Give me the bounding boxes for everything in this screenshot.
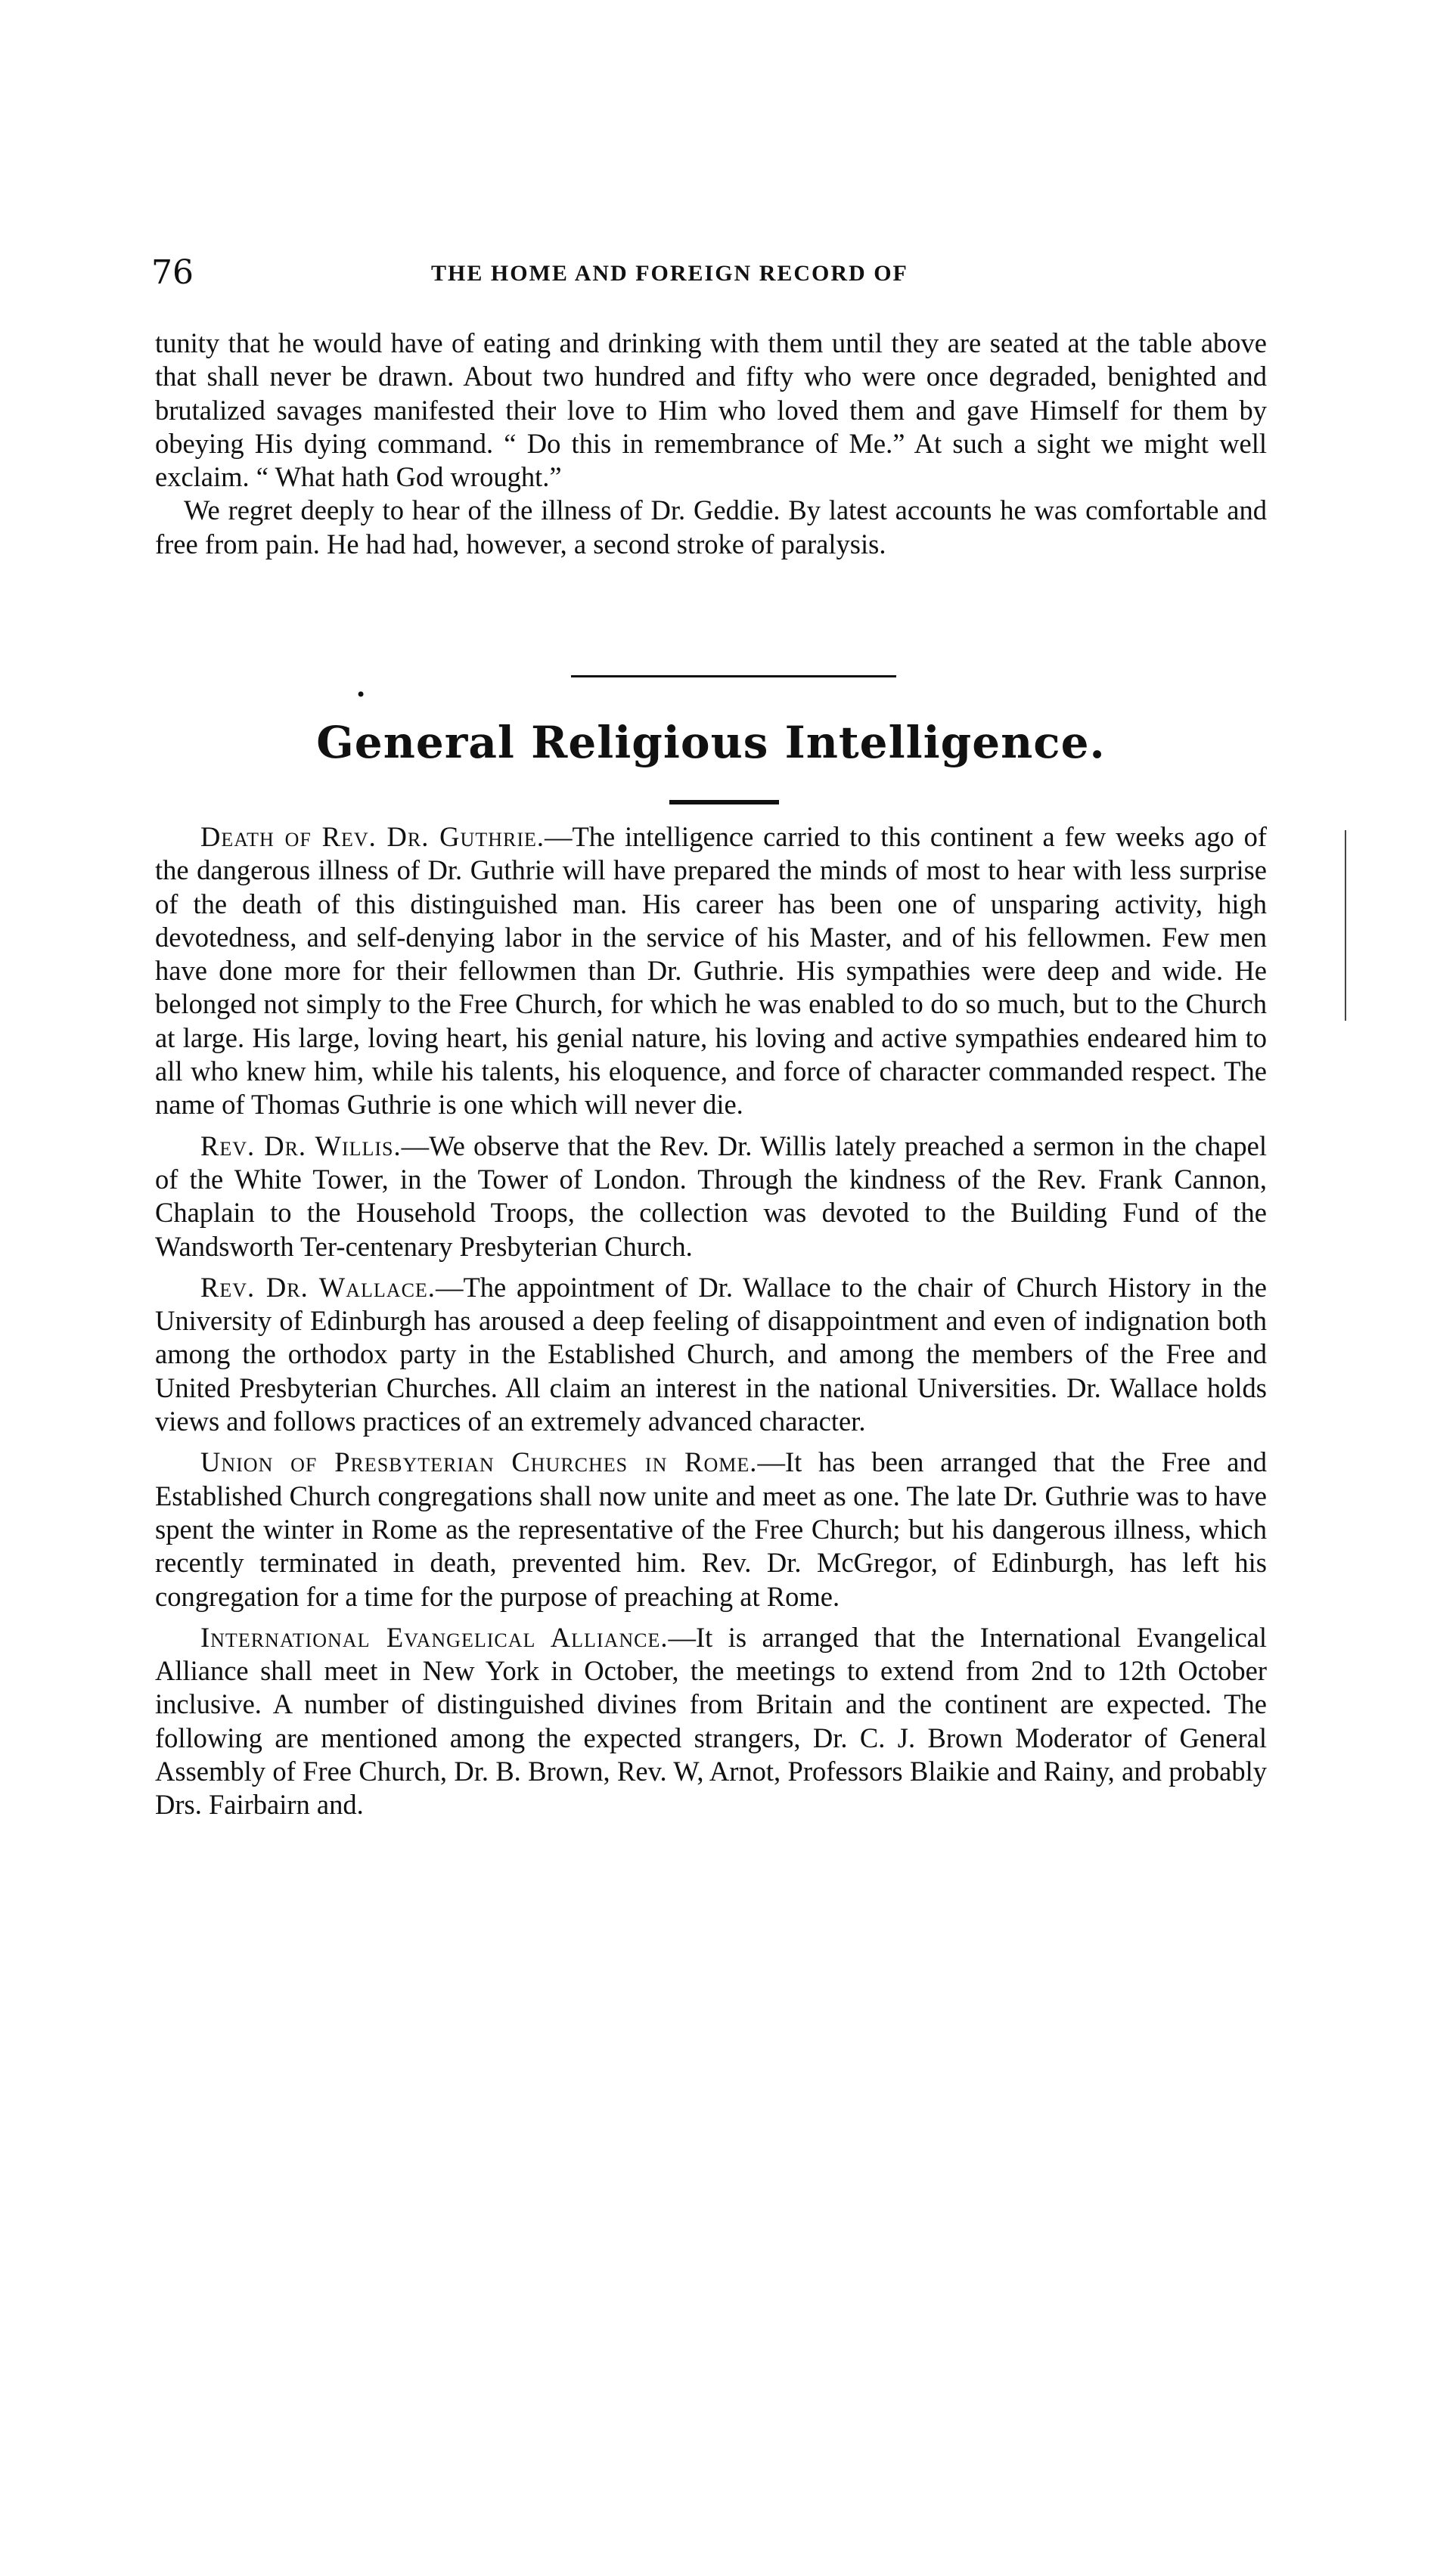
page-number: 76 xyxy=(151,253,194,292)
article-body: —The intelligence carried to this continent a few weeks ago of the dangerous illness of Dr. Guthrie will have prepared the minds of most to hear with less surprise of the death of this distinguished man. His career has been one of unsparing activity, high devotedness, and self-denying labor in the service of his Master, and of his fellowmen. Few men have done more for their fellowmen than Dr. Guthrie. His sympathies were deep and wide. He belonged not simply to the Free Church, for which he was enabled to do so much, but to the Church at large. His large, loving heart, his genial nature, his loving and active sympathies endeared him to all who knew him, while his talents, his eloquence, and force of character commanded respect. The name of Thomas Guthrie is one which will never die. xyxy=(155,821,1267,1121)
geddie-note-paragraph: We regret deeply to hear of the illness of Dr. Geddie. By latest accounts he was comfortable and free from pain. He had had, however, a second stroke of paralysis. xyxy=(155,494,1267,560)
article-body: —It has been arranged that the Free and Established Church congregations shall now unite and meet as one. The late Dr. Guthrie was to have spent the winter in Rome as the representative of the Free Church; but his dangerous illness, which recently terminated in death, prevented him. Rev. Dr. McGregor, of Edinburgh, has left his congregation for a time for the purpose of preaching at Rome. xyxy=(155,1446,1267,1612)
article-heading: Rev. Dr. Wallace. xyxy=(200,1271,436,1303)
section-title: General Religious Intelligence. xyxy=(316,717,1106,768)
article-heading: Death of Rev. Dr. Guthrie. xyxy=(200,821,545,852)
article-paragraph xyxy=(155,1271,1267,1438)
article-body: —We observe that the Rev. Dr. Willis lately preached a sermon in the chapel of the White Tower, in the Tower of London. Through the kindness of the Rev. Frank Cannon, Chaplain to the Household Troops, the collection was devoted to the Building Fund of the Wandsworth Ter-centenary Presbyterian Church. xyxy=(155,1130,1267,1262)
article-heading: Union of Presbyterian Churches in Rome. xyxy=(200,1446,758,1478)
margin-mark-line xyxy=(1345,830,1346,1021)
running-head: THE HOME AND FOREIGN RECORD OF xyxy=(431,261,908,286)
article-paragraph xyxy=(155,1446,1267,1613)
article-paragraph xyxy=(155,1130,1267,1263)
continued-paragraph: tunity that he would have of eating and drinking with them until they are seated at the table above that shall never be drawn. About two hundred and fifty who were once degraded, benighted and brutalized savages manifested their love to Him who loved them and gave Himself for them by obeying His dying command. “ Do this in remembrance of Me.” At such a sight we might well exclaim. “ What hath God wrought.” xyxy=(155,327,1267,493)
article-body: —The appointment of Dr. Wallace to the chair of Church History in the University of Edinburgh has aroused a deep feeling of disappointment and even of indignation both among the orthodox party in the Established Church, and among the members of the Free and United Presbyterian Churches. All claim an interest in the national Universities. Dr. Wallace holds views and follows practices of an extremely advanced character. xyxy=(155,1271,1267,1437)
continuation-text xyxy=(155,327,1267,561)
printer-mark: • xyxy=(355,684,367,705)
article-body: —It is arranged that the International Evangelical Alliance shall meet in New York in October, the meetings to extend from 2nd to 12th October inclusive. A number of distinguished divines from Britain and the continent are expected. The following are mentioned among the expected strangers, Dr. C. J. Brown Moderator of General Assembly of Free Church, Dr. B. Brown, Rev. W, Arnot, Professors Blaikie and Rainy, and probably Drs. Fairbairn and. xyxy=(155,1621,1267,1821)
article-paragraph xyxy=(155,1621,1267,1822)
section-divider-rule xyxy=(571,675,896,677)
article-paragraph xyxy=(155,820,1267,1122)
section-body xyxy=(155,820,1267,1830)
article-heading: International Evangelical Alliance. xyxy=(200,1621,669,1653)
page-header xyxy=(151,253,1271,299)
article-heading: Rev. Dr. Willis. xyxy=(200,1130,402,1161)
title-underline-rule xyxy=(669,800,779,804)
